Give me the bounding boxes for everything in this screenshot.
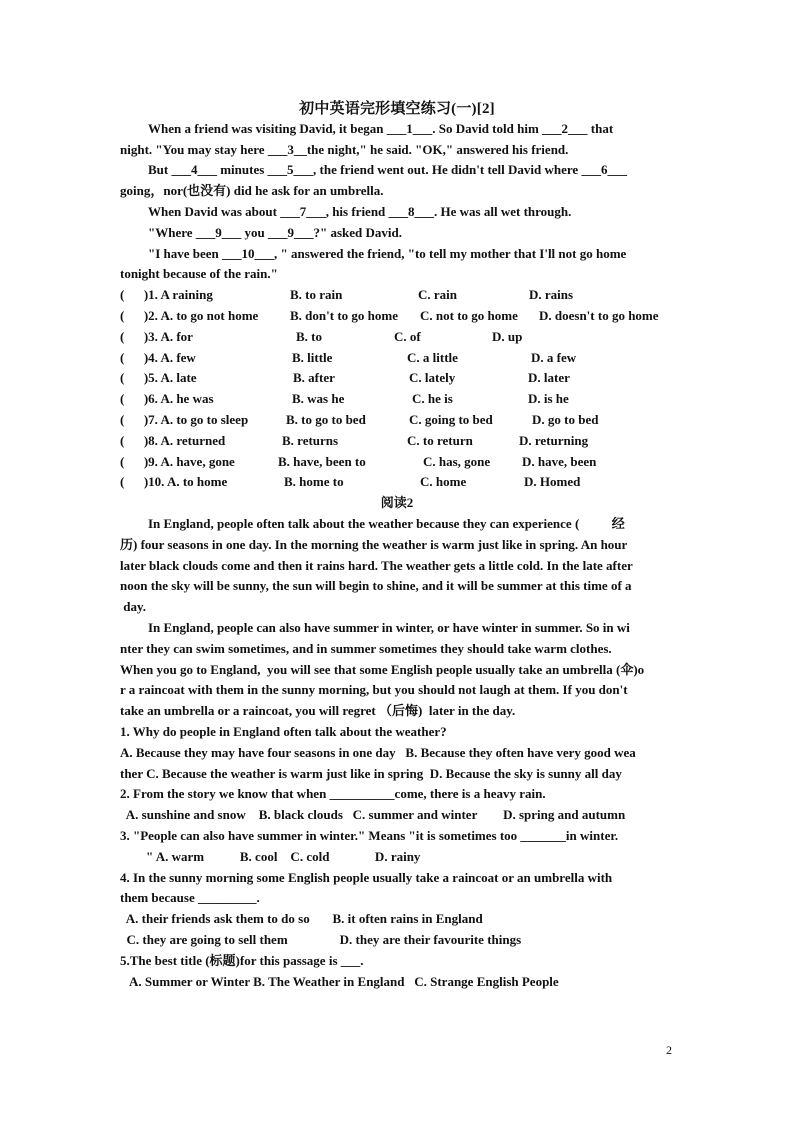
reading-line: 2. From the story we know that when __________come, there is a heavy rain. (120, 786, 546, 801)
section-heading: 阅读2 (380, 495, 414, 510)
option-b: B. home to (284, 474, 344, 489)
option-d: D. is he (528, 391, 569, 406)
reading-line: A. Because they may have four seasons in one day B. Because they often have very good wea (120, 745, 636, 760)
option-b: B. little (292, 350, 333, 365)
option-b: B. don't to go home (290, 308, 398, 323)
question-a: ( )3. A. for (120, 329, 193, 344)
question-a: ( )2. A. to go not home (120, 308, 259, 323)
option-d: D. doesn't to go home (539, 308, 659, 323)
option-c: C. home (420, 474, 467, 489)
option-c: C. of (394, 329, 421, 344)
cloze-line: "Where ___9___ you ___9___?" asked David. (148, 225, 402, 240)
option-d: D. have, been (522, 454, 597, 469)
question-a: ( )8. A. returned (120, 433, 226, 448)
cloze-line: "I have been ___10___, " answered the friend, "to tell my mother that I'll not go home (148, 246, 627, 261)
option-d: D. returning (519, 433, 589, 448)
cloze-line: night. "You may stay here ___3__the night," he said. "OK," answered his friend. (120, 142, 569, 157)
cloze-line: When David was about ___7___, his friend ___8___. He was all wet through. (148, 204, 572, 219)
option-c: C. not to go home (420, 308, 518, 323)
option-b: B. to go to bed (286, 412, 366, 427)
option-c: C. a little (407, 350, 458, 365)
reading-line: 1. Why do people in England often talk about the weather? (120, 724, 447, 739)
page-number: 2 (666, 1043, 672, 1057)
reading-line: later black clouds come and then it rains hard. The weather gets a little cold. In the late after (120, 558, 633, 573)
question-a: ( )5. A. late (120, 370, 197, 385)
option-b: B. after (293, 370, 335, 385)
reading-line: A. Summer or Winter B. The Weather in England C. Strange English People (120, 974, 559, 989)
option-d: D. rains (529, 287, 574, 302)
option-b: B. was he (292, 391, 345, 406)
option-d: D. go to bed (532, 412, 599, 427)
reading-line: r a raincoat with them in the sunny morning, but you should not laugh at them. If you don't (120, 682, 628, 697)
cloze-line: going，nor(也没有) did he ask for an umbrella. (120, 183, 384, 198)
option-c: C. lately (409, 370, 456, 385)
question-a: ( )1. A raining (120, 287, 213, 302)
question-a: ( )6. A. he was (120, 391, 214, 406)
option-d: D. later (528, 370, 570, 385)
option-b: B. returns (282, 433, 339, 448)
reading-line: them because _________. (120, 890, 260, 905)
reading-line: 3. "People can also have summer in winter." Means "it is sometimes too _______in winter. (120, 828, 619, 843)
option-b: B. to rain (290, 287, 343, 302)
reading-line: When you go to England, you will see that some English people usually take an umbrella (伞)o (120, 662, 645, 677)
option-c: C. rain (418, 287, 457, 302)
reading-line: In England, people can also have summer in winter, or have winter in summer. So in wi (148, 620, 630, 635)
reading-line: nter they can swim sometimes, and in summer sometimes they should take warm clothes. (120, 641, 612, 656)
cloze-line: But ___4___ minutes ___5___, the friend went out. He didn't tell David where ___6___ (148, 162, 627, 177)
page-title: 初中英语完形填空练习(一)[2] (299, 101, 495, 117)
reading-line: In England, people often talk about the weather because they can experience ( 经 (148, 516, 625, 531)
option-d: D. up (492, 329, 523, 344)
reading-line: ther C. Because the weather is warm just like in spring D. Because the sky is sunny all day (120, 766, 622, 781)
cloze-line: When a friend was visiting David, it began ___1___. So David told him ___2___ that (148, 121, 614, 136)
reading-line: 历) four seasons in one day. In the morning the weather is warm just like in spring. An hour (120, 537, 628, 552)
option-d: D. a few (531, 350, 577, 365)
option-c: C. to return (407, 433, 473, 448)
option-b: B. have, been to (278, 454, 366, 469)
question-a: ( )4. A. few (120, 350, 196, 365)
reading-line: " A. warm B. cool C. cold D. rainy (120, 849, 421, 864)
reading-line: 5.The best title (标题)for this passage is ___. (120, 953, 364, 968)
reading-line: C. they are going to sell them D. they are their favourite things (120, 932, 522, 947)
cloze-line: tonight because of the rain." (120, 266, 278, 281)
option-c: C. has, gone (423, 454, 491, 469)
reading-line: A. their friends ask them to do so B. it often rains in England (120, 911, 483, 926)
option-b: B. to (296, 329, 322, 344)
reading-line: noon the sky will be sunny, the sun will begin to shine, and it will be summer at this time of a (120, 578, 632, 593)
reading-line: take an umbrella or a raincoat, you will regret （后悔) later in the day. (120, 703, 516, 718)
option-c: C. he is (412, 391, 453, 406)
question-a: ( )7. A. to go to sleep (120, 412, 249, 427)
reading-line: 4. In the sunny morning some English people usually take a raincoat or an umbrella with (120, 870, 613, 885)
question-a: ( )10. A. to home (120, 474, 228, 489)
option-d: D. Homed (524, 474, 581, 489)
option-c: C. going to bed (409, 412, 493, 427)
reading-line: day. (120, 599, 147, 614)
reading-line: A. sunshine and snow B. black clouds C. summer and winter D. spring and autumn (120, 807, 626, 822)
question-a: ( )9. A. have, gone (120, 454, 235, 469)
